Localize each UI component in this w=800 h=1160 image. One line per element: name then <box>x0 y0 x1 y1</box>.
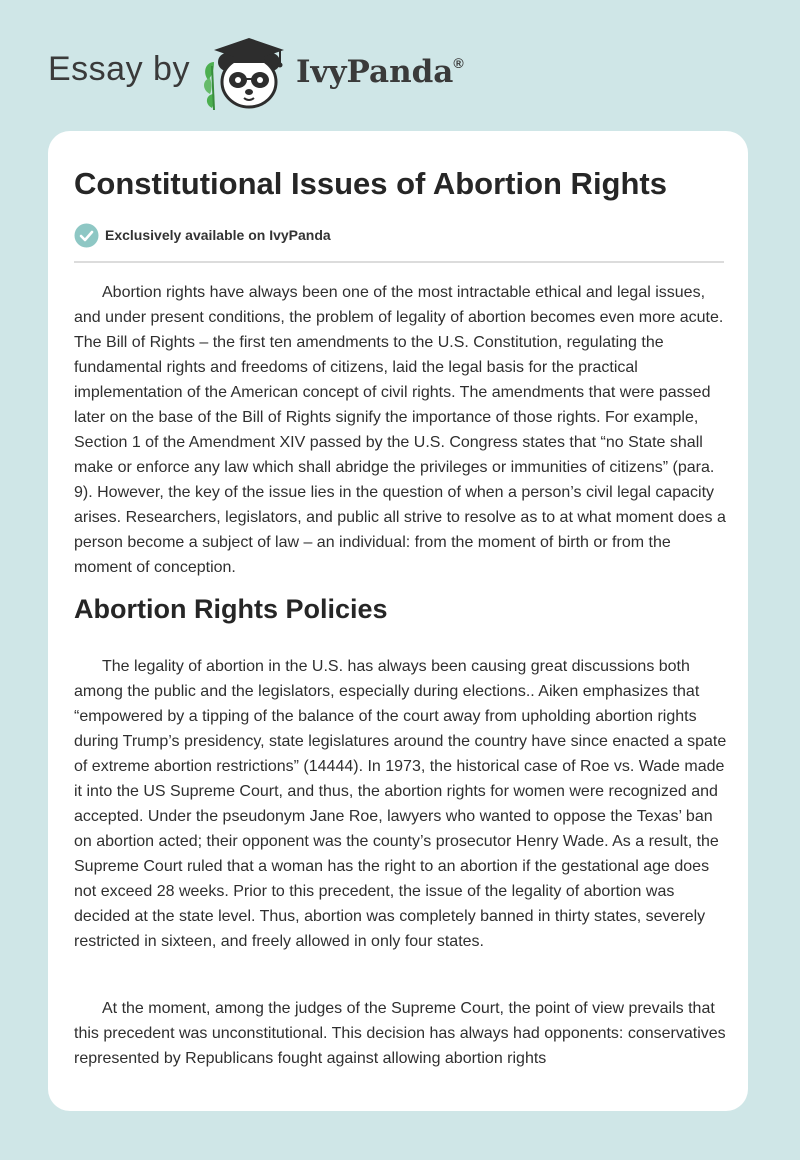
essay-by-label: Essay by <box>48 50 190 88</box>
divider <box>74 261 724 263</box>
essay-title: Constitutional Issues of Abortion Rights <box>74 166 667 201</box>
paragraph-3: At the moment, among the judges of the Supreme Court, the point of view prevails that this precedent was unconstitutional. This decision has always had opponents: conservatives represented by Republicans fought against allowing abortion rights <box>74 1000 726 1067</box>
paragraph-2: The legality of abortion in the U.S. has always been causing great discussions both among the public and the legislators, especially during elections.. Aiken emphasizes that “empowered by a tipping of the balance of the court away from upholding abortion rights during Trump’s presidency, state legislatures around the country have since enacted a spate of extreme abortion restrictions” (14444). In 1973, the historical case of Roe vs. Wade made it into the US Supreme Court, and thus, the abortion rights for women were recognized and accepted. Under the pseudonym Jane Roe, lawyers who wanted to oppose the Texas’ ban on abortion acted; their opponent was the county’s prosecutor Henry Wade. As a result, the Supreme Court ruled that a woman has the right to an abortion if the gestational age does not exceed 28 weeks. Prior to this precedent, the issue of the legality of abortion was decided at the state level. Thus, abortion was completely banned in thirty states, severely restricted in sixteen, and freely allowed in only four states. <box>74 658 727 950</box>
exclusive-badge-text: Exclusively available on IvyPanda <box>105 227 331 243</box>
registered-mark: ® <box>453 55 464 71</box>
section-heading: Abortion Rights Policies <box>74 594 388 624</box>
brand-name-text: IvyPanda <box>296 54 454 90</box>
paragraph-1: Abortion rights have always been one of the most intractable ethical and legal issues, and under present conditions, the problem of legality of abortion becomes even more acute. The Bill of Rights – the first ten amendments to the U.S. Constitution, regulating the fundamental rights and freedoms of citizens, laid the legal basis for the practical implementation of the American concept of civil rights. The amendments that were passed later on the base of the Bill of Rights signify the importance of those rights. For example, Section 1 of the Amendment XIV passed by the U.S. Congress states that “no State shall make or enforce any law which shall abridge the privileges or immunities of citizens” (para. 9). However, the key of the issue lies in the question of when a person’s civil legal capacity arises. Researchers, legislators, and public all strive to resolve as to at what moment does a person become a subject of law – an individual: from the moment of birth or from the moment of conception. <box>74 284 726 576</box>
brand-name[interactable] <box>296 54 464 90</box>
exclusive-badge <box>74 222 331 248</box>
site-header <box>0 0 800 130</box>
check-circle-icon <box>74 223 99 248</box>
panda-graduate-logo-icon[interactable] <box>200 32 292 114</box>
essay-card <box>48 131 748 1111</box>
